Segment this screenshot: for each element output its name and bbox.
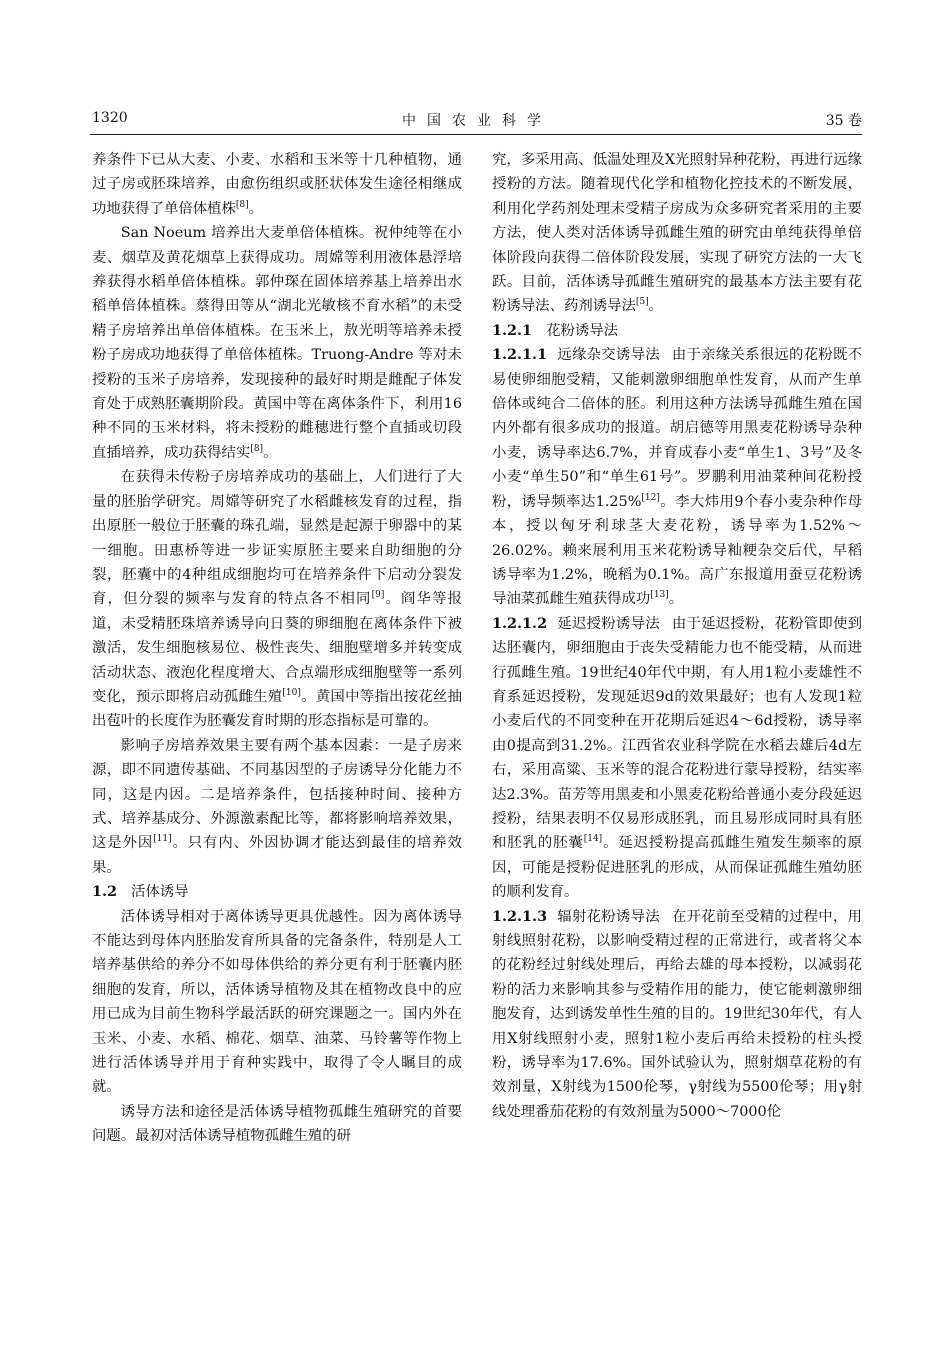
section-heading: 1.2.1 花粉诱导法	[492, 321, 619, 339]
paragraph: 1.2.1.3 辐射花粉诱导法 在开花前至受精的过程中，用射线照射花粉，以影响受精过程的正常进行，或者将父本的花粉经过射线处理后，再给去雄的母本授粉，以减弱花粉的活力来影响其参与受精作用的能力，使它能刺激卵细胞发育，达到诱发单性生殖的目的。19世纪30年代，有人用X射线照射小麦，照射1粒小麦后再给未授粉的柱头授粉，诱导率为17.6%。国外试验认为，照射烟草花粉的有效剂量，X射线为1500伦琴，γ射线为5500伦琴；用γ射线处理番茄花粉的有效剂量为5000～7000伦	[492, 907, 862, 1120]
paragraph: 究，多采用高、低温处理及X光照射异种花粉，再进行远缘授粉的方法。随着现代化学和植物化控技术的不断发展，利用化学药剂处理未受精子房成为众多研究者采用的主要方法，使人类对活体诱导孤雌生殖的研究由单纯获得单倍体阶段向获得二倍体阶段发展，实现了研究方法的一大飞跃。目前，活体诱导孤雌生殖研究的最基本方法主要有花粉诱导法、药剂诱导法[5]。	[492, 152, 863, 315]
running-header	[92, 110, 862, 132]
paragraph: 1.2.1.2 延迟授粉诱导法 由于延迟授粉，花粉管即使到达胚囊内，卵细胞由于丧失受精能力也不能受精，从而进行孤雌生殖。19世纪40年代中期，有人用1粒小麦雄性不育系延迟授粉，发现延迟9d的效果最好；也有人发现1粒小麦后代的不同变种在开花期后延迟4～6d授粉，诱导率由0提高到31.2%。江西省农业科学院在水稻去雄后4d左右，采用高粱、玉米等的混合花粉进行蒙导授粉，结实率达2.3%。苗芳等用黑麦和小黑麦花粉给普通小麦分段延迟授粉，结果表明不仅易形成胚乳，而且易形成同时具有胚和胚乳的胚囊[14]。延迟授粉提高孤雌生殖发生频率的原因，可能是授粉促进胚乳的形成，从而保证孤雌生殖幼胚的顺利发育。	[492, 614, 862, 901]
paragraph: 影响子房培养效果主要有两个基本因素：一是子房来源，即不同遗传基础、不同基因型的子房诱导分化能力不同，这是内因。二是培养条件，包括接种时间、接种方式、培养基成分、外源激素配比等，都将影响培养效果，这是外因[11]。只有内、外因协调才能达到最佳的培养效果。	[92, 737, 462, 876]
page-number: 1320	[92, 110, 128, 126]
paragraph: 养条件下已从大麦、小麦、水稻和玉米等十几种植物，通过子房或胚珠培养，由愈伤组织或胚状体发生途径相继成功地获得了单倍体植株[8]。	[92, 152, 462, 217]
paragraph: 活体诱导相对于离体诱导更具优越性。因为离体诱导不能达到母体内胚胎发育所具备的完备条件，特别是人工培养基供给的养分不如母体供给的养分更有利于胚囊内胚细胞的发育，所以，活体诱导植物及其在植物改良中的应用已成为目前生物科学最活跃的研究课题之一。国内外在玉米、小麦、水稻、棉花、烟草、油菜、马铃薯等作物上进行活体诱导并用于育种实践中，取得了令人瞩目的成就。	[92, 908, 462, 1096]
paragraph: 1.2.1.1 远缘杂交诱导法 由于亲缘关系很远的花粉既不易使卵细胞受精，又能刺激卵细胞单性发育，从而产生单倍体或纯合二倍体的胚。利用这种方法诱导孤雌生殖在国内外都有很多成功的报道。胡启德等用黑麦花粉诱导杂种小麦，诱导率达6.7%，并育成春小麦“单生1、3号”及冬小麦“单生50”和“单生61号”。罗鹏利用油菜种间花粉授粉，诱导频率达1.25%[12]。李大炜用9个春小麦杂种作母本，授以匈牙利球茎大麦花粉，诱导率为1.52%～26.02%。赖来展利用玉米花粉诱导籼粳杂交后代，早稻诱导率为1.2%，晚稻为0.1%。高广东报道用蚕豆花粉诱导油菜孤雌生殖获得成功[13]。	[492, 346, 862, 608]
paragraph: San Noeum 培养出大麦单倍体植株。祝仲纯等在小麦、烟草及黄花烟草上获得成功。周嫦等利用液体悬浮培养获得水稻单倍体植株。郭仲琛在固体培养基上培养出水稻单倍体植株。蔡得田等从“湖北光敏核不育水稻”的未受精子房培养出单倍体植株。在玉米上，敖光明等培养未授粉子房成功地获得了单倍体植株。Truong-Andre 等对未授粉的玉米子房培养，发现接种的最好时期是雌配子体发育处于成熟胚囊期阶段。黄国中等在离体条件下，利用16种不同的玉米材料，将未授粉的雌穗进行整个直插或切段直插培养，成功获得结实[8]。	[92, 225, 462, 461]
header-rule	[90, 134, 862, 135]
right-column	[492, 148, 862, 1124]
paragraph: 在获得未传粉子房培养成功的基础上，人们进行了大量的胚胎学研究。周嫦等研究了水稻雌核发育的过程，指出原胚一般位于胚囊的珠孔端，显然是起源于卵器中的某一细胞。田惠桥等进一步证实原胚主要来自助细胞的分裂，胚囊中的4种组成细胞均可在培养条件下启动分裂发育，但分裂的频率与发育的特点各不相同[9]。阎华等报道，未受精胚珠培养诱导向日葵的卵细胞在离体条件下被激活，发生细胞核易位、极性丧失、细胞壁增多并转变成活动状态、液泡化程度增大、合点端形成细胞壁等一系列变化，预示即将启动孤雌生殖[10]。黄国中等指出按花丝抽出苞叶的长度作为胚囊发育时期的形态指标是可靠的。	[92, 469, 462, 730]
left-column	[92, 148, 462, 1149]
section-heading: 1.2 活体诱导	[92, 883, 189, 901]
paragraph: 诱导方法和途径是活体诱导植物孤雌生殖研究的首要问题。最初对活体诱导植物孤雌生殖的研	[92, 1103, 462, 1145]
volume-label: 35 卷	[825, 113, 862, 129]
journal-title: 中国农业科学	[402, 113, 552, 129]
